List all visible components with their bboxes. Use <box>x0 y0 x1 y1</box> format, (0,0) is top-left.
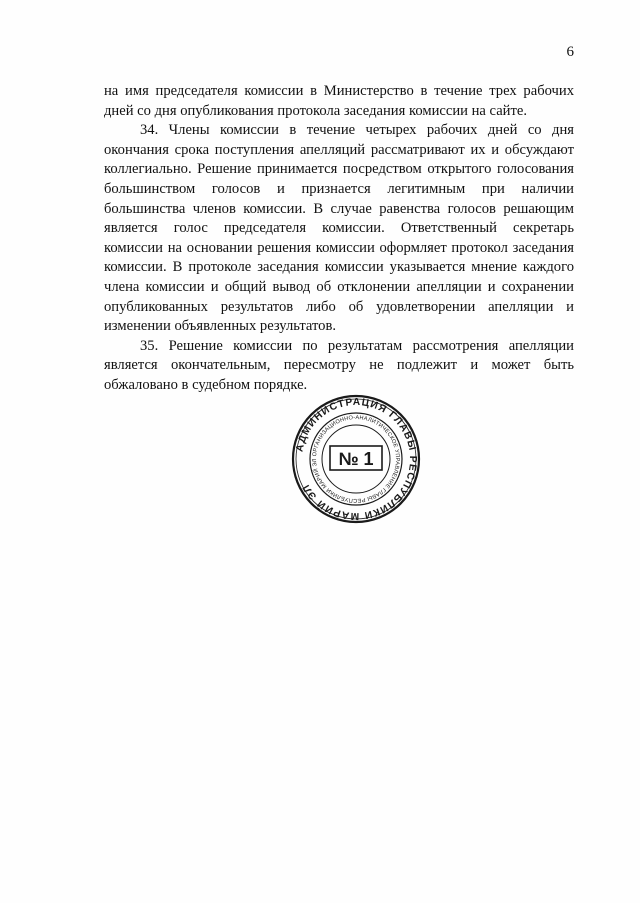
document-body <box>104 82 574 396</box>
seal-number: № 1 <box>338 449 374 469</box>
seal-inner-text: ОРГАНИЗАЦИОННО-АНАЛИТИЧЕСКОЕ УПРАВЛЕНИЕ ГЛАВЫ РЕСПУБЛИКИ МАРИЙ ЭЛ <box>311 414 401 504</box>
page-number: 6 <box>566 44 574 60</box>
official-seal <box>290 393 422 525</box>
seal-outer-text: АДМИНИСТРАЦИЯ ГЛАВЫ РЕСПУБЛИКИ МАРИЙ ЭЛ <box>294 396 419 522</box>
paragraph-35: 35. Решение комиссии по результатам рассмотрения апелляции является окончательным, пересмотру не подлежит и может быть обжаловано в судебном порядке. <box>104 337 574 393</box>
paragraph-34: 34. Члены комиссии в течение четырех рабочих дней со дня окончания срока поступления апелляций рассматривают их и обсуждают коллегиально. Решение принимается посредством открытого голосования большинством голосов и признается легитимным при наличии большинства членов комиссии. В случае равенства голосов решающим является голос председателя комиссии. Ответственный секретарь комиссии на основании решения комиссии оформляет протокол заседания комиссии. В протоколе заседания комиссии указывается мнение каждого члена комиссии и общий вывод об отклонении апелляции и сохранении опубликованных результатов либо об удовлетворении апелляции и изменении объявленных результатов. <box>104 122 574 335</box>
seal-image <box>290 393 422 525</box>
paragraph-continuation: на имя председателя комиссии в Министерство в течение трех рабочих дней со дня опубликования протокола заседания комиссии на сайте. <box>104 83 574 119</box>
